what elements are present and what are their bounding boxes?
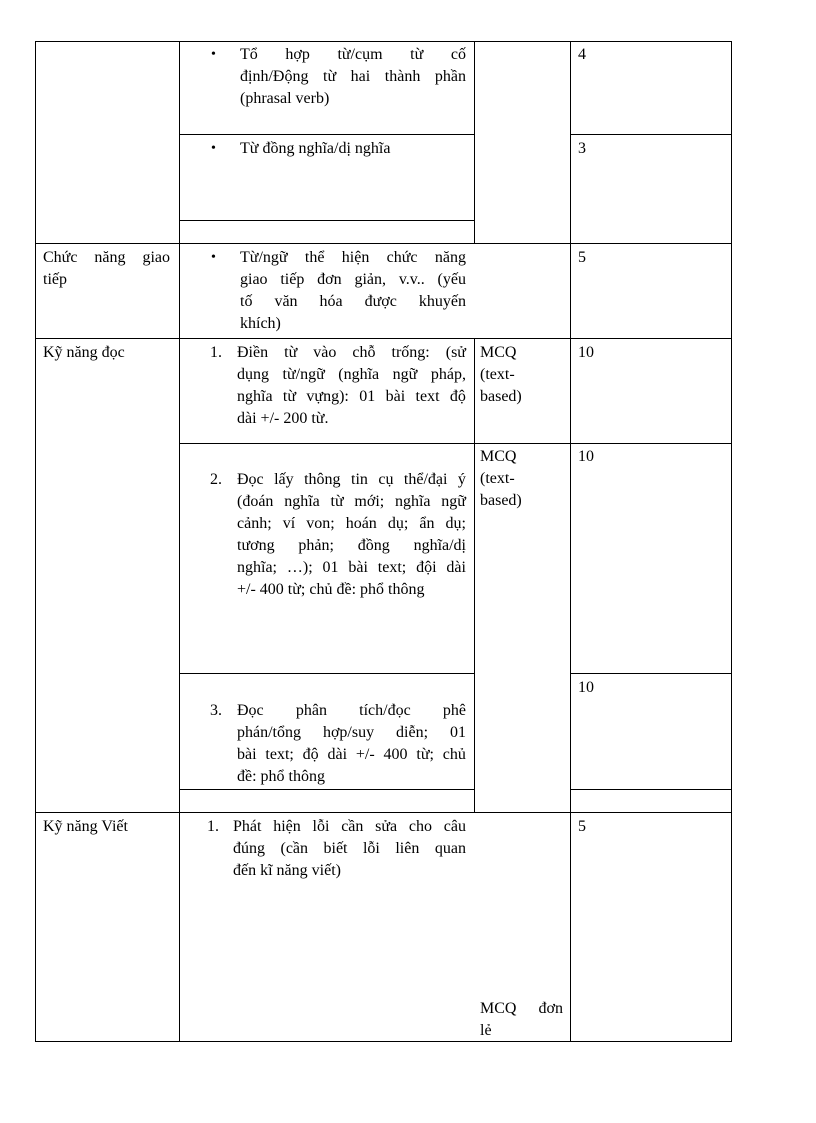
communication-points: 5 bbox=[578, 249, 586, 266]
reading-item-1-line-2: dụng từ/ngữ (nghĩa ngữ pháp, bbox=[237, 366, 466, 383]
bullet-icon: • bbox=[211, 47, 216, 62]
communication-item-line-3: tố văn hóa được khuyến bbox=[240, 293, 466, 310]
reading-item-2-line-2: (đoán nghĩa từ mới; nghĩa ngữ bbox=[237, 493, 466, 510]
writing-item-1-points: 5 bbox=[578, 818, 586, 835]
reading-item-1-number: 1. bbox=[210, 344, 222, 361]
reading-item-2-line-6: +/- 400 từ; chủ đề: phổ thông bbox=[237, 581, 425, 598]
bullet-icon: • bbox=[211, 250, 216, 265]
reading-item-3-line-2: phán/tổng hợp/suy diễn; 01 bbox=[237, 724, 466, 741]
reading-item-3-line-1: Đọc phân tích/đọc phê bbox=[237, 702, 466, 719]
communication-skill-line-1: Chức năng giao bbox=[43, 249, 170, 266]
reading-item-1-line-3: nghĩa từ vựng): 01 bài text độ bbox=[237, 388, 466, 405]
reading-item-2-points: 10 bbox=[578, 448, 594, 465]
communication-skill-line-2: tiếp bbox=[43, 271, 67, 288]
reading-item-2-line-5: nghĩa; …); 01 bài text; đội dài bbox=[237, 559, 466, 576]
writing-item-1-line-3: đến kĩ năng viết) bbox=[233, 862, 341, 879]
reading-item-1-line-4: dài +/- 200 từ. bbox=[237, 410, 329, 427]
writing-item-1-format-line-2: lẻ bbox=[480, 1022, 492, 1039]
bullet-icon: • bbox=[211, 141, 216, 156]
communication-item-line-4: khích) bbox=[240, 315, 281, 332]
reading-item-1-line-1: Điền từ vào chỗ trống: (sử bbox=[237, 344, 466, 361]
reading-item-3-line-3: bài text; độ dài +/- 400 từ; chủ bbox=[237, 746, 466, 763]
reading-skill-label: Kỹ năng đọc bbox=[43, 344, 125, 361]
vocab-item-2-points: 3 bbox=[578, 140, 586, 157]
reading-item-3-line-4: đề: phổ thông bbox=[237, 768, 325, 785]
writing-skill-label: Kỹ năng Viết bbox=[43, 818, 128, 835]
vocab-item-1-points: 4 bbox=[578, 46, 586, 63]
reading-item-2-line-1: Đọc lấy thông tin cụ thể/đại ý bbox=[237, 471, 466, 488]
vocab-item-2-text: Từ đồng nghĩa/dị nghĩa bbox=[240, 140, 391, 157]
vocab-item-1-line-1: Tổ hợp từ/cụm từ cố bbox=[240, 46, 466, 63]
reading-item-2-line-3: cảnh; ví von; hoán dụ; ẩn dụ; bbox=[237, 515, 466, 532]
reading-item-1-format: MCQ (text- based) bbox=[480, 344, 522, 405]
writing-item-1-number: 1. bbox=[207, 818, 219, 835]
reading-item-3-number: 3. bbox=[210, 702, 222, 719]
writing-item-1-line-1: Phát hiện lỗi cần sửa cho câu bbox=[233, 818, 466, 835]
communication-item-line-2: giao tiếp đơn giản, v.v.. (yếu bbox=[240, 271, 466, 288]
communication-item-line-1: Từ/ngữ thể hiện chức năng bbox=[240, 249, 466, 266]
reading-item-2-line-4: tương phản; đồng nghĩa/dị bbox=[237, 537, 466, 554]
writing-item-1-line-2: đúng (cần biết lỗi liên quan bbox=[233, 840, 466, 857]
vocab-item-1-line-3: (phrasal verb) bbox=[240, 90, 330, 107]
reading-item-2-format: MCQ (text- based) bbox=[480, 448, 522, 509]
reading-item-1-points: 10 bbox=[578, 344, 594, 361]
reading-item-2-number: 2. bbox=[210, 471, 222, 488]
writing-item-1-format-line-1: MCQ đơn bbox=[480, 1000, 563, 1017]
reading-item-3-points: 10 bbox=[578, 679, 594, 696]
vocab-item-1-line-2: định/Động từ hai thành phần bbox=[240, 68, 466, 85]
